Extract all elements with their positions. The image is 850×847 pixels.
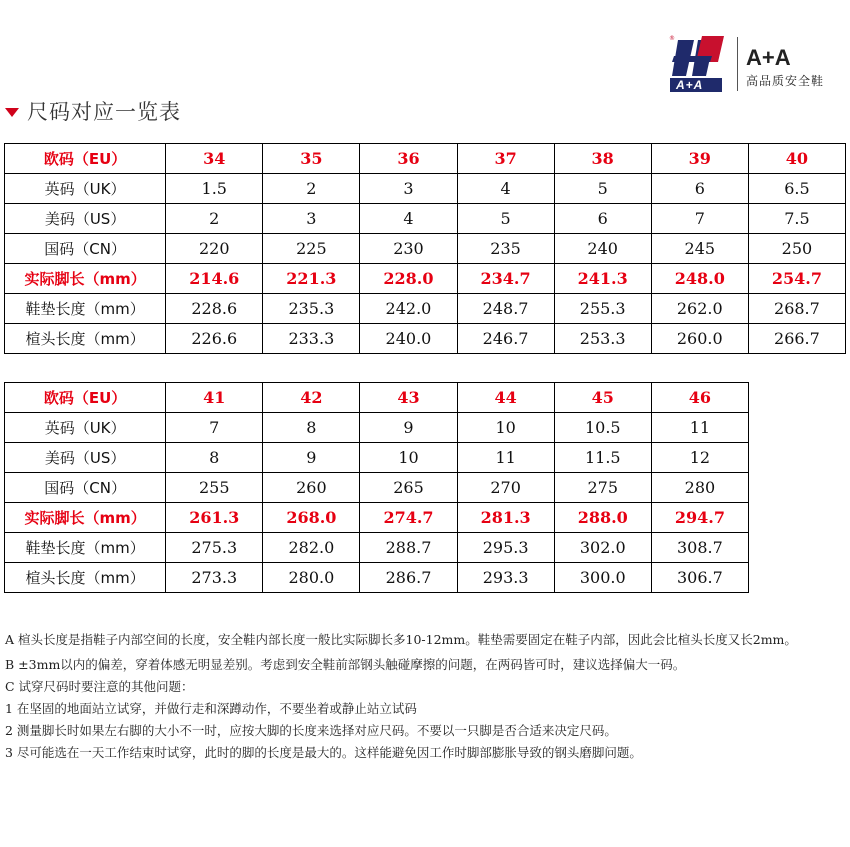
table-cell: 242.0 [360, 294, 457, 324]
row-label: 欧码（EU） [5, 144, 166, 174]
table-cell: 7 [651, 204, 748, 234]
table-cell: 41 [166, 383, 263, 413]
note-a: A 楦头长度是指鞋子内部空间的长度，安全鞋内部长度一般比实际脚长多10-12mm。鞋垫需要固定在鞋子内部，因此会比楦头长度又长2mm。 [5, 632, 797, 647]
table-cell: 262.0 [651, 294, 748, 324]
table-cell: 228.6 [166, 294, 263, 324]
row-label: 鞋垫长度（mm） [5, 294, 166, 324]
table-cell: 7 [166, 413, 263, 443]
brand-name: A+A [746, 45, 791, 70]
table-cell: 9 [263, 443, 360, 473]
table-cell: 34 [166, 144, 263, 174]
table-cell: 250 [748, 234, 845, 264]
table-cell: 246.7 [457, 324, 554, 354]
table-cell: 275 [554, 473, 651, 503]
table-cell: 221.3 [263, 264, 360, 294]
table-cell: 42 [263, 383, 360, 413]
table-cell: 253.3 [554, 324, 651, 354]
table-cell: 214.6 [166, 264, 263, 294]
table-cell: 240.0 [360, 324, 457, 354]
table-cell: 234.7 [457, 264, 554, 294]
page-title: 尺码对应一览表 [27, 100, 181, 124]
brand-slogan: 高品质安全鞋 [746, 74, 825, 88]
brand-logo-icon [668, 32, 726, 92]
table-cell: 245 [651, 234, 748, 264]
table-cell: 4 [457, 174, 554, 204]
table-cell: 8 [166, 443, 263, 473]
section-heading [5, 96, 181, 126]
table-cell: 35 [263, 144, 360, 174]
row-label: 国码（CN） [5, 473, 166, 503]
table-cell: 268.0 [263, 503, 360, 533]
table-cell: 233.3 [263, 324, 360, 354]
table-cell: 7.5 [748, 204, 845, 234]
table-cell: 248.7 [457, 294, 554, 324]
table-cell: 12 [651, 443, 748, 473]
table-cell: 40 [748, 144, 845, 174]
table-cell: 6 [651, 174, 748, 204]
size-table-1 [4, 143, 846, 354]
table-cell: 11 [457, 443, 554, 473]
row-label: 英码（UK） [5, 413, 166, 443]
table-cell: 288.0 [554, 503, 651, 533]
table-cell: 38 [554, 144, 651, 174]
table-cell: 6.5 [748, 174, 845, 204]
notes-section [5, 630, 847, 764]
table-cell: 8 [263, 413, 360, 443]
logo-mark-text: A+A [676, 78, 704, 92]
svg-text:®: ® [669, 35, 675, 42]
table-cell: 10 [457, 413, 554, 443]
table-cell: 241.3 [554, 264, 651, 294]
table-row [5, 294, 846, 324]
table-cell: 3 [360, 174, 457, 204]
table-cell: 228.0 [360, 264, 457, 294]
table-cell: 225 [263, 234, 360, 264]
table-cell: 280.0 [263, 563, 360, 593]
row-label: 实际脚长（mm） [5, 503, 166, 533]
table-cell: 273.3 [166, 563, 263, 593]
row-label: 英码（UK） [5, 174, 166, 204]
table-row [5, 533, 749, 563]
table-cell: 11.5 [554, 443, 651, 473]
table-cell: 235.3 [263, 294, 360, 324]
row-label: 欧码（EU） [5, 383, 166, 413]
row-label: 国码（CN） [5, 234, 166, 264]
table-row [5, 144, 846, 174]
table-row [5, 563, 749, 593]
brand-text [746, 46, 824, 89]
table-row [5, 204, 846, 234]
table-cell: 268.7 [748, 294, 845, 324]
table-cell: 3 [263, 204, 360, 234]
table-cell: 270 [457, 473, 554, 503]
table-cell: 44 [457, 383, 554, 413]
table-cell: 235 [457, 234, 554, 264]
table-cell: 248.0 [651, 264, 748, 294]
table-row [5, 413, 749, 443]
table-cell: 10.5 [554, 413, 651, 443]
table-cell: 2 [263, 174, 360, 204]
row-label: 楦头长度（mm） [5, 563, 166, 593]
table-cell: 280 [651, 473, 748, 503]
table-cell: 260.0 [651, 324, 748, 354]
note-1: 1 在坚固的地面站立试穿，并做行走和深蹲动作，不要坐着或静止站立试码 [5, 701, 417, 716]
table-cell: 300.0 [554, 563, 651, 593]
table-cell: 294.7 [651, 503, 748, 533]
table-row [5, 473, 749, 503]
row-label: 实际脚长（mm） [5, 264, 166, 294]
note-b: B ±3mm以内的偏差，穿着体感无明显差别。考虑到安全鞋前部钢头触碰摩擦的问题，在两码皆可时，建议选择偏大一码。 [5, 657, 686, 672]
row-label: 楦头长度（mm） [5, 324, 166, 354]
table-cell: 45 [554, 383, 651, 413]
table-cell: 46 [651, 383, 748, 413]
table-cell: 37 [457, 144, 554, 174]
table-cell: 11 [651, 413, 748, 443]
table-row [5, 503, 749, 533]
triangle-down-icon [5, 108, 19, 117]
table-cell: 9 [360, 413, 457, 443]
table-cell: 10 [360, 443, 457, 473]
table-cell: 6 [554, 204, 651, 234]
table-row [5, 443, 749, 473]
table-cell: 288.7 [360, 533, 457, 563]
note-2: 2 测量脚长时如果左右脚的大小不一时，应按大脚的长度来选择对应尺码。不要以一只脚是否合适来决定尺码。 [5, 723, 617, 738]
table-row [5, 324, 846, 354]
table-cell: 255 [166, 473, 263, 503]
table-cell: 4 [360, 204, 457, 234]
table-cell: 282.0 [263, 533, 360, 563]
table-cell: 295.3 [457, 533, 554, 563]
size-table-2 [4, 382, 749, 593]
table-cell: 39 [651, 144, 748, 174]
table-cell: 306.7 [651, 563, 748, 593]
table-cell: 230 [360, 234, 457, 264]
table-cell: 43 [360, 383, 457, 413]
table-row [5, 383, 749, 413]
table-cell: 1.5 [166, 174, 263, 204]
table-cell: 5 [554, 174, 651, 204]
table-row [5, 264, 846, 294]
table-cell: 260 [263, 473, 360, 503]
table-cell: 274.7 [360, 503, 457, 533]
table-cell: 36 [360, 144, 457, 174]
table-cell: 5 [457, 204, 554, 234]
table-cell: 220 [166, 234, 263, 264]
table-cell: 293.3 [457, 563, 554, 593]
table-cell: 254.7 [748, 264, 845, 294]
table-row [5, 174, 846, 204]
table-cell: 275.3 [166, 533, 263, 563]
note-c: C 试穿尺码时要注意的其他问题： [5, 679, 194, 694]
table-cell: 265 [360, 473, 457, 503]
logo-divider [737, 37, 738, 91]
table-cell: 255.3 [554, 294, 651, 324]
table-cell: 286.7 [360, 563, 457, 593]
table-cell: 261.3 [166, 503, 263, 533]
table-cell: 2 [166, 204, 263, 234]
table-cell: 308.7 [651, 533, 748, 563]
table-cell: 226.6 [166, 324, 263, 354]
row-label: 美码（US） [5, 443, 166, 473]
table-cell: 240 [554, 234, 651, 264]
row-label: 鞋垫长度（mm） [5, 533, 166, 563]
table-cell: 302.0 [554, 533, 651, 563]
table-cell: 266.7 [748, 324, 845, 354]
table-cell: 281.3 [457, 503, 554, 533]
table-row [5, 234, 846, 264]
note-3: 3 尽可能选在一天工作结束时试穿，此时的脚的长度是最大的。这样能避免因工作时脚部膨胀导致的钢头磨脚问题。 [5, 745, 642, 760]
row-label: 美码（US） [5, 204, 166, 234]
